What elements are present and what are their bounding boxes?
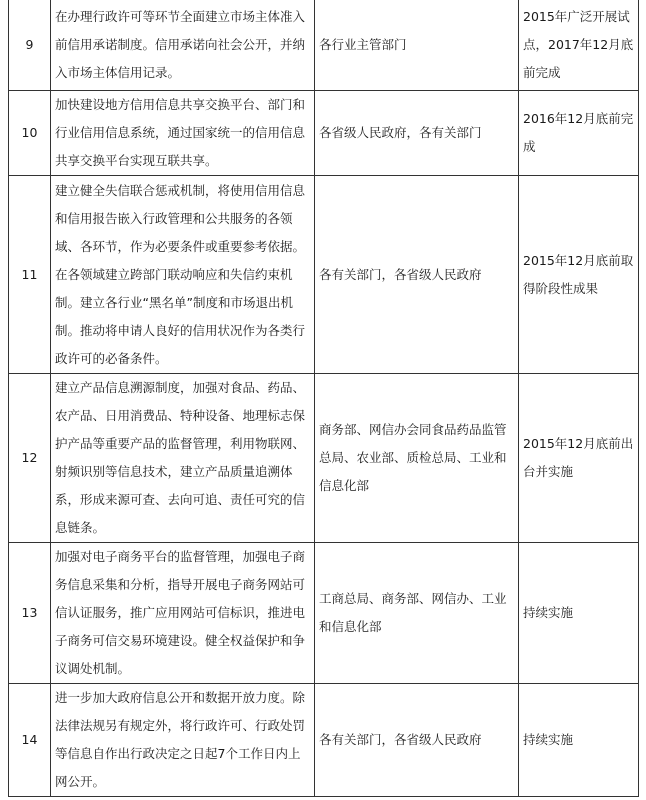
row-number: 11 [9,176,51,374]
task-description: 加强对电子商务平台的监督管理，加强电子商务信息采集和分析，指导开展电子商务网站可信认证服务，推广应用网站可信标识，推进电子商务可信交易环境建设。健全权益保护和争议调处机制。 [51,543,315,684]
table-row [9,91,639,176]
responsible-department: 各有关部门，各省级人民政府 [315,684,519,797]
task-description: 建立健全失信联合惩戒机制，将使用信用信息和信用报告嵌入行政管理和公共服务的各领域、各环节，作为必要条件或重要参考依据。在各领域建立跨部门联动响应和失信约束机制。建立各行业“黑名单”制度和市场退出机制。推动将申请人良好的信用状况作为各类行政许可的必备条件。 [51,176,315,374]
table-row [9,543,639,684]
responsible-department: 工商总局、商务部、网信办、工业和信息化部 [315,543,519,684]
row-number: 13 [9,543,51,684]
row-number: 14 [9,684,51,797]
timeline: 持续实施 [519,684,639,797]
task-table [8,0,639,797]
timeline: 2015年广泛开展试点，2017年12月底前完成 [519,0,639,91]
table-row [9,684,639,797]
responsible-department: 商务部、网信办会同食品药品监管总局、农业部、质检总局、工业和信息化部 [315,374,519,543]
row-number: 12 [9,374,51,543]
table-row [9,374,639,543]
task-description: 进一步加大政府信息公开和数据开放力度。除法律法规另有规定外，将行政许可、行政处罚等信息自作出行政决定之日起7个工作日内上网公开。 [51,684,315,797]
responsible-department: 各有关部门，各省级人民政府 [315,176,519,374]
responsible-department: 各行业主管部门 [315,0,519,91]
task-description: 加快建设地方信用信息共享交换平台、部门和行业信用信息系统，通过国家统一的信用信息共享交换平台实现互联共享。 [51,91,315,176]
table-row [9,176,639,374]
row-number: 10 [9,91,51,176]
task-description: 建立产品信息溯源制度，加强对食品、药品、农产品、日用消费品、特种设备、地理标志保护产品等重要产品的监督管理，利用物联网、射频识别等信息技术，建立产品质量追溯体系，形成来源可查、去向可追、责任可究的信息链条。 [51,374,315,543]
task-description: 在办理行政许可等环节全面建立市场主体准入前信用承诺制度。信用承诺向社会公开，并纳入市场主体信用记录。 [51,0,315,91]
timeline: 2015年12月底前出台并实施 [519,374,639,543]
row-number: 9 [9,0,51,91]
timeline: 2015年12月底前取得阶段性成果 [519,176,639,374]
timeline: 持续实施 [519,543,639,684]
responsible-department: 各省级人民政府，各有关部门 [315,91,519,176]
timeline: 2016年12月底前完成 [519,91,639,176]
table-row [9,0,639,91]
